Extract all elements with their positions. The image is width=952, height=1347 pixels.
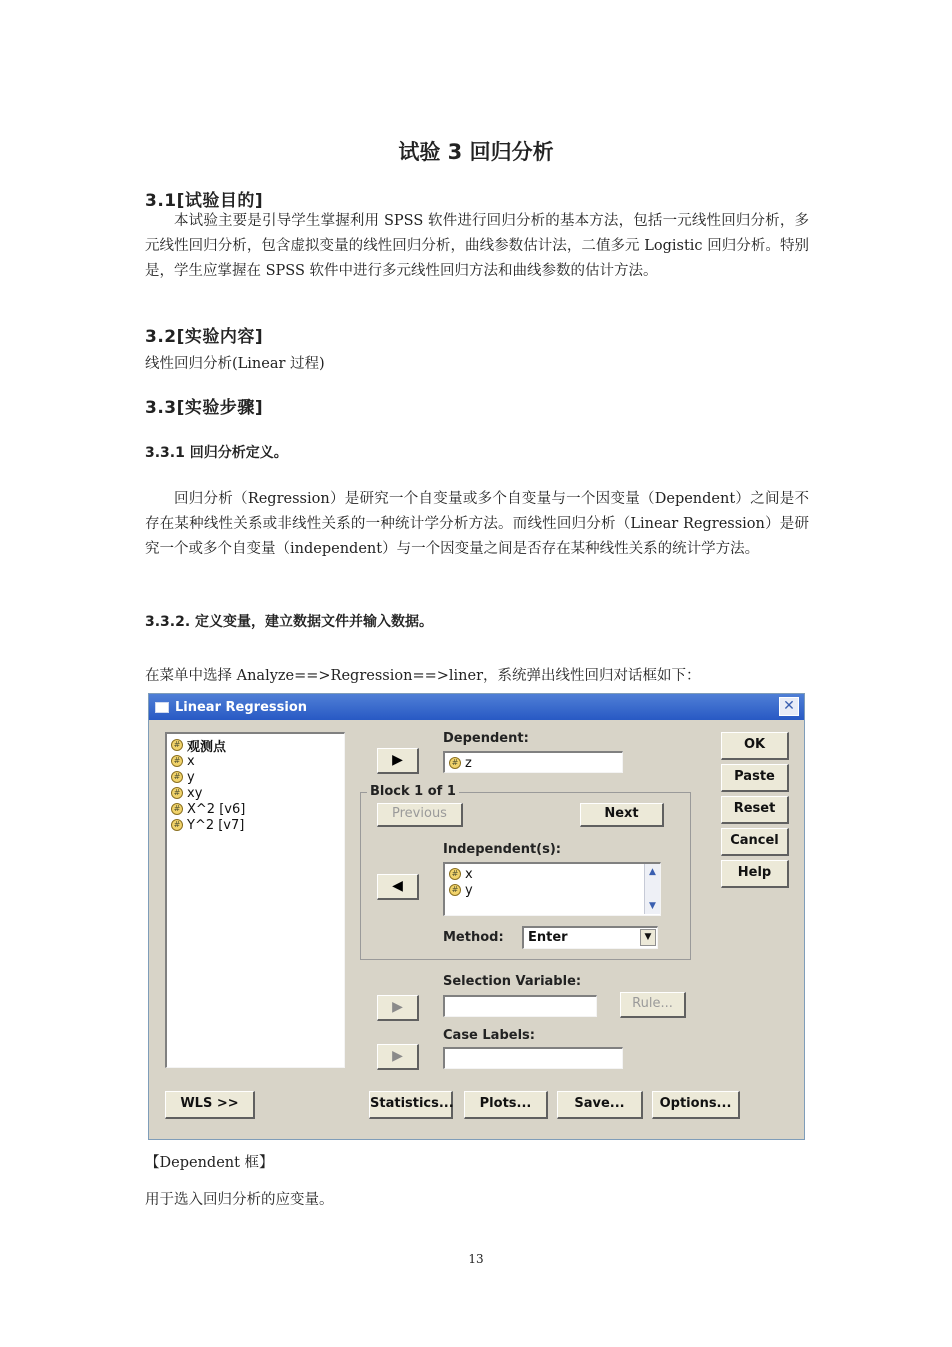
variable-icon: #: [171, 787, 183, 799]
scroll-up-icon[interactable]: ▲: [649, 867, 656, 877]
plots-button[interactable]: Plots...: [464, 1091, 548, 1119]
scrollbar[interactable]: [644, 864, 660, 914]
selection-variable-field[interactable]: [443, 995, 597, 1017]
variable-icon: #: [171, 819, 183, 831]
independent-item[interactable]: # x: [449, 866, 656, 882]
variable-item[interactable]: # xy: [171, 785, 340, 801]
variable-item[interactable]: # X^2 [v6]: [171, 801, 340, 817]
content-line: 线性回归分析(Linear 过程): [145, 356, 325, 372]
subsection-heading-definition: 3.3.1 回归分析定义。: [145, 445, 288, 461]
options-button[interactable]: Options...: [652, 1091, 740, 1119]
move-selection-arrow-button[interactable]: ▶: [377, 995, 419, 1021]
reset-button[interactable]: Reset: [721, 796, 789, 824]
variable-item[interactable]: # y: [171, 769, 340, 785]
menu-instruction: 在菜单中选择 Analyze==>Regression==>liner，系统弹出线性回归对话框如下：: [145, 668, 701, 684]
scroll-down-icon[interactable]: ▼: [649, 901, 656, 911]
rule-button[interactable]: Rule...: [620, 992, 686, 1018]
section-heading-steps: 3.3[实验步骤]: [145, 398, 264, 418]
move-case-labels-arrow-button[interactable]: ▶: [377, 1044, 419, 1070]
variable-icon: #: [449, 884, 461, 896]
purpose-paragraph: 本试验主要是引导学生掌握利用 SPSS 软件进行回归分析的基本方法，包括一元线性回归分析，多元线性回归分析，包含虚拟变量的线性回归分析，曲线参数估计法，二值多元 Logistic 回归分析。特别是，学生应掌握在 SPSS 软件中进行多元线性回归方法和曲线参数的估计方法。: [145, 213, 809, 279]
section-heading-purpose: 3.1[试验目的]: [145, 191, 264, 211]
dependent-box-heading: 【Dependent 框】: [145, 1155, 274, 1171]
variable-icon: #: [449, 868, 461, 880]
move-dependent-arrow-button[interactable]: ▶: [377, 748, 419, 774]
block-label: Block 1 of 1: [367, 784, 459, 799]
dependent-box-description: 用于选入回归分析的应变量。: [145, 1192, 334, 1208]
section-heading-content: 3.2[实验内容]: [145, 327, 264, 347]
linear-regression-dialog: [148, 693, 805, 1140]
variable-item[interactable]: # Y^2 [v7]: [171, 817, 340, 833]
previous-button[interactable]: Previous: [377, 803, 463, 827]
definition-paragraph: 回归分析（Regression）是研究一个自变量或多个自变量与一个因变量（Dependent）之间是不存在某种线性关系或非线性关系的一种统计学分析方法。而线性回归分析（Linear Regression）是研究一个或多个自变量（independent）与一个因变量之间是否存在某种线性关系的统计学方法。: [145, 491, 809, 557]
dependent-field[interactable]: # z: [443, 751, 623, 773]
save-button[interactable]: Save...: [557, 1091, 643, 1119]
next-button[interactable]: Next: [580, 803, 664, 827]
independent-item[interactable]: # y: [449, 882, 656, 898]
method-select[interactable]: Enter ▼: [522, 926, 658, 949]
subsection-heading-variables: 3.3.2. 定义变量，建立数据文件并输入数据。: [145, 614, 434, 630]
page-number: 13: [468, 1252, 484, 1266]
wls-button[interactable]: WLS >>: [165, 1091, 255, 1119]
variable-icon: #: [171, 755, 183, 767]
selection-variable-label: Selection Variable:: [443, 974, 582, 989]
variable-item[interactable]: # 观测点: [171, 737, 340, 753]
variable-item[interactable]: # x: [171, 753, 340, 769]
case-labels-field[interactable]: [443, 1047, 623, 1069]
move-independent-arrow-button[interactable]: ◀: [377, 874, 419, 900]
independent-list[interactable]: [443, 862, 661, 916]
dependent-label: Dependent:: [443, 731, 529, 746]
ok-button[interactable]: OK: [721, 732, 789, 760]
independent-label: Independent(s):: [443, 842, 562, 857]
close-button[interactable]: ✕: [779, 697, 799, 716]
dialog-titlebar: [149, 694, 804, 720]
variable-icon: #: [449, 757, 461, 769]
case-labels-label: Case Labels:: [443, 1028, 535, 1043]
help-button[interactable]: Help: [721, 860, 789, 888]
variable-icon: #: [171, 771, 183, 783]
variable-list[interactable]: [165, 732, 345, 1068]
method-label: Method:: [443, 930, 504, 945]
variable-icon: #: [171, 803, 183, 815]
dialog-title: Linear Regression: [175, 699, 307, 715]
chevron-down-icon[interactable]: ▼: [640, 929, 656, 946]
window-icon: [155, 702, 169, 713]
cancel-button[interactable]: Cancel: [721, 828, 789, 856]
page-title: 试验 3 回归分析: [398, 140, 554, 164]
statistics-button[interactable]: Statistics...: [369, 1091, 453, 1119]
paste-button[interactable]: Paste: [721, 764, 789, 792]
variable-icon: #: [171, 739, 183, 751]
